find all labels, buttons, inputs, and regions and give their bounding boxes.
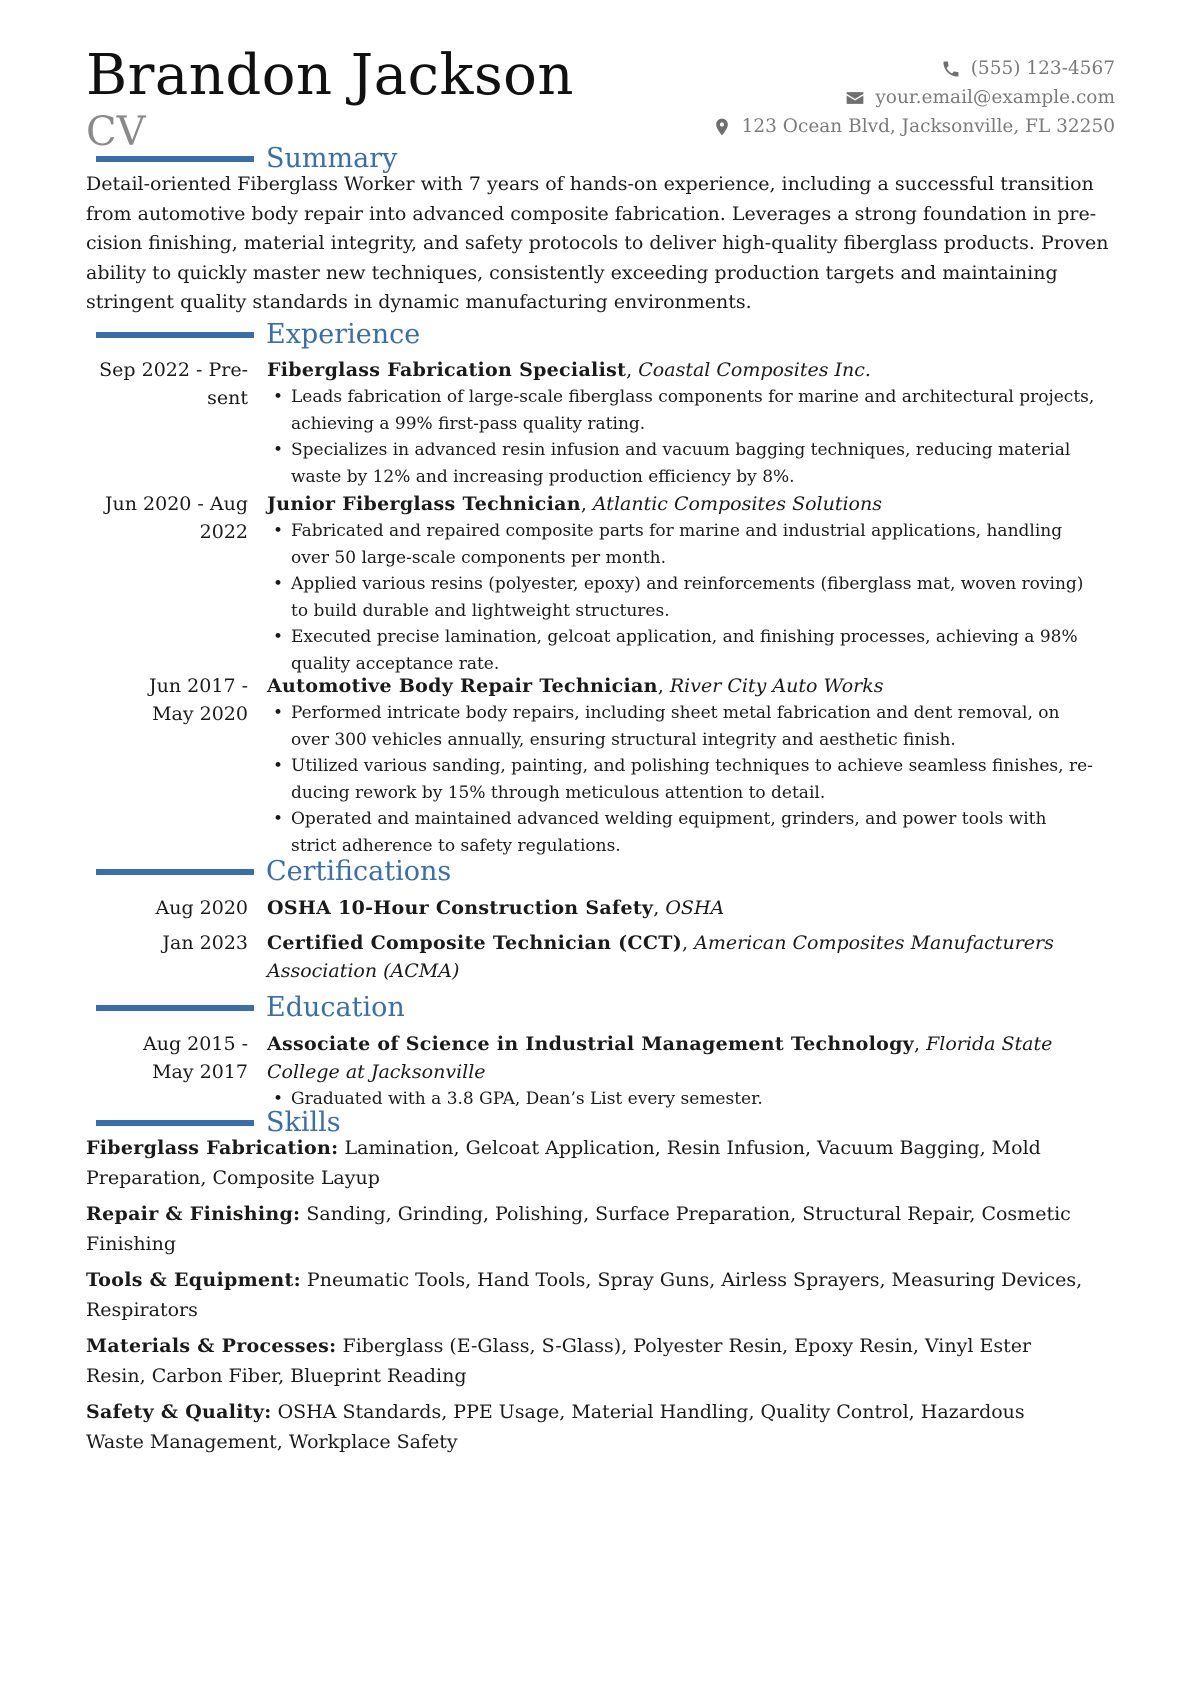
section-education-header — [96, 993, 405, 1023]
date-line: Jun 2017 - — [149, 675, 248, 697]
list-item: • Fabricated and repaired composite parts for marine and industrial applications, handling over 50 large-scale components per month. — [267, 518, 1116, 571]
summary-line: stringent quality standards in dynamic manufacturing environments. — [86, 291, 752, 313]
map-marker-icon — [712, 117, 732, 137]
cert-title: OSHA 10-Hour Construction Safety — [267, 897, 654, 919]
entry-date — [86, 356, 248, 412]
skill-group: Materials & Processes: Fiberglass (E-Glass, S-Glass), Polyester Resin, Epoxy Resin, Vinyl Ester Resin, Carbon Fiber, Blueprint Reading — [86, 1335, 1032, 1387]
entry-heading: Fiberglass Fabrication Specialist, Coastal Composites Inc. — [267, 359, 871, 381]
summary-line: Detail-oriented Fiberglass Worker with 7 years of hands-on experience, including a successful transition — [86, 173, 1094, 195]
issuer: American Composites Manufacturers — [694, 932, 1054, 954]
summary-line: cision finishing, material integrity, and safety protocols to deliver high-quality fiberglass products. Proven — [86, 232, 1109, 254]
employer: Atlantic Composites Solutions — [592, 493, 882, 515]
date-line: sent — [207, 387, 248, 409]
phone-text: (555) 123-4567 — [970, 58, 1115, 79]
phone-icon — [941, 59, 961, 79]
degree-title: Associate of Science in Industrial Management Technology — [267, 1033, 914, 1055]
contact-block — [712, 54, 1115, 141]
entry-date — [86, 490, 248, 546]
bullet-list — [267, 384, 1116, 490]
section-title: Skills — [266, 1107, 341, 1138]
address-text: 123 Ocean Blvd, Jacksonville, FL 32250 — [741, 116, 1115, 137]
skill-group: Repair & Finishing: Sanding, Grinding, Polishing, Surface Preparation, Structural Repair, Cosmetic Finishing — [86, 1203, 1071, 1255]
bullet-list — [267, 700, 1116, 859]
date-line: Sep 2022 - Pre- — [99, 359, 248, 381]
entry-heading: Certified Composite Technician (CCT), American Composites Manufacturers — [267, 932, 1054, 954]
section-accent-bar — [96, 332, 254, 338]
skill-group: Tools & Equipment: Pneumatic Tools, Hand Tools, Spray Guns, Airless Sprayers, Measuring Devices, Respirators — [86, 1269, 1083, 1321]
issuer: OSHA — [665, 897, 725, 919]
summary-paragraph — [86, 170, 1116, 318]
date-line: 2022 — [199, 521, 248, 543]
list-item: • Graduated with a 3.8 GPA, Dean’s List every semester. — [267, 1086, 1116, 1113]
entry-date: Jan 2023 — [162, 932, 248, 954]
skill-label: Tools & Equipment: — [86, 1269, 301, 1291]
entry-date: Aug 2020 — [155, 897, 248, 919]
section-title: Experience — [266, 319, 421, 350]
list-item: • Operated and maintained advanced welding equipment, grinders, and power tools with strict adherence to safety regulations. — [267, 806, 1116, 859]
section-accent-bar — [96, 1005, 254, 1011]
skill-label: Materials & Processes: — [86, 1335, 337, 1357]
summary-line: from automotive body repair into advanced composite fabrication. Leverages a strong foundation in pre- — [86, 202, 1097, 225]
section-experience-header — [96, 320, 420, 350]
bullet-list — [267, 1086, 1116, 1113]
cert-title: Certified Composite Technician (CCT) — [267, 932, 682, 954]
summary-line: ability to quickly master new techniques, consistently exceeding production targets and maintaining — [86, 261, 1058, 284]
list-item: • Executed precise lamination, gelcoat application, and finishing processes, achieving a 98% quality acceptance rate. — [267, 624, 1116, 677]
email-text: your.email@example.com — [875, 87, 1115, 108]
employer: River City Auto Works — [669, 675, 884, 697]
contact-phone[interactable] — [712, 54, 1115, 83]
job-title: Automotive Body Repair Technician — [267, 675, 658, 697]
section-title: Education — [266, 992, 405, 1023]
section-accent-bar — [96, 156, 254, 162]
section-accent-bar — [96, 869, 254, 875]
section-accent-bar — [96, 1120, 254, 1126]
contact-email[interactable] — [712, 83, 1115, 112]
skill-label: Safety & Quality: — [86, 1401, 272, 1423]
entry-date — [86, 1030, 248, 1086]
date-line: Aug 2015 - — [143, 1033, 248, 1055]
list-item: • Specializes in advanced resin infusion and vacuum bagging techniques, reducing material waste by 12% and increasing production efficiency by 8%. — [267, 437, 1116, 490]
list-item: • Performed intricate body repairs, including sheet metal fabrication and dent removal, on over 300 vehicles annually, ensuring structural integrity and aesthetic finish. — [267, 700, 1116, 753]
document-subtitle: CV — [86, 109, 146, 155]
employer: Coastal Composites Inc. — [638, 359, 871, 381]
job-title: Junior Fiberglass Technician — [267, 493, 581, 515]
section-certifications-header — [96, 857, 451, 887]
list-item: • Leads fabrication of large-scale fiberglass components for marine and architectural projects, achieving a 99% first-pass quality rating. — [267, 384, 1116, 437]
skill-label: Repair & Finishing: — [86, 1203, 301, 1225]
institution: Florida State — [926, 1033, 1053, 1055]
skill-group: Safety & Quality: OSHA Standards, PPE Usage, Material Handling, Quality Control, Hazardous Waste Management, Workplace Safety — [86, 1401, 1025, 1453]
entry-heading: OSHA 10-Hour Construction Safety, OSHA — [267, 897, 725, 919]
entry-heading: Automotive Body Repair Technician, River City Auto Works — [267, 675, 884, 697]
entry-date — [86, 672, 248, 728]
list-item: • Utilized various sanding, painting, and polishing techniques to achieve seamless finishes, re- ducing rework by 15% through meticulous attention to detail. — [267, 753, 1116, 806]
date-line: Jun 2020 - Aug — [104, 493, 248, 515]
candidate-name: Brandon Jackson — [86, 43, 574, 108]
envelope-icon — [845, 88, 865, 108]
skill-label: Fiberglass Fabrication: — [86, 1137, 339, 1159]
institution-continued: College at Jacksonville — [267, 1061, 486, 1083]
date-line: May 2020 — [152, 703, 248, 725]
date-line: May 2017 — [152, 1061, 248, 1083]
skill-group: Fiberglass Fabrication: Lamination, Gelcoat Application, Resin Infusion, Vacuum Bagging, Mold Preparation, Composite Layup — [86, 1137, 1041, 1189]
issuer-continued: Association (ACMA) — [267, 960, 460, 982]
entry-heading: Associate of Science in Industrial Management Technology, Florida State — [267, 1033, 1053, 1055]
bullet-list — [267, 518, 1116, 677]
section-title: Certifications — [266, 856, 452, 887]
job-title: Fiberglass Fabrication Specialist — [267, 359, 627, 381]
list-item: • Applied various resins (polyester, epoxy) and reinforcements (fiberglass mat, woven roving) to build durable and lightweight structures. — [267, 571, 1116, 624]
entry-heading: Junior Fiberglass Technician, Atlantic Composites Solutions — [267, 493, 882, 515]
contact-address — [712, 112, 1115, 141]
section-title: Summary — [266, 143, 398, 174]
